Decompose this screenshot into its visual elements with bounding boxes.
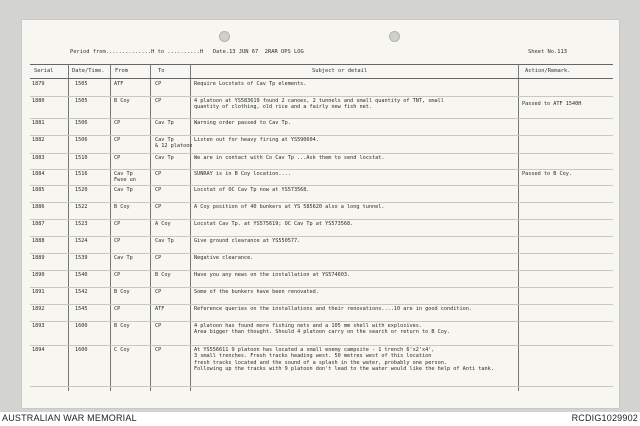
- footer-credit: AUSTRALIAN WAR MEMORIAL: [2, 413, 137, 423]
- from-cell: CP: [114, 272, 121, 278]
- subject-line: Some of the bunkers have been renovated.: [194, 289, 319, 295]
- subject-line: 4 platoon has found more fishing nets and a 105 mm shell with explosives.: [194, 323, 422, 329]
- table-row: [30, 169, 613, 186]
- log-sheet: [22, 20, 619, 408]
- subject-cell: [194, 238, 300, 244]
- sheet-number: [528, 49, 567, 55]
- date-label: Date.: [212, 49, 230, 55]
- table-row: [30, 236, 613, 254]
- from-cell: B Coy: [114, 98, 130, 104]
- serial-cell: 1891: [32, 289, 45, 295]
- table-row: [30, 219, 613, 237]
- time-cell: 1516: [75, 171, 88, 177]
- sheet-header: [70, 49, 304, 55]
- subject-line: Require Locstats of Cav Tp elements.: [194, 81, 307, 87]
- table-row: [30, 345, 613, 387]
- subject-cell: [194, 255, 253, 261]
- to-cell: CP: [155, 347, 162, 353]
- to-cell: CP: [155, 204, 162, 210]
- punch-hole: [389, 31, 400, 42]
- time-cell: 1522: [75, 204, 88, 210]
- period-label: Period from..............H to ..........H: [70, 49, 204, 55]
- subject-cell: [194, 306, 472, 312]
- unit-title: 2RAR OPS LOG: [264, 49, 304, 55]
- col-action-header: Action/Remark.: [525, 68, 571, 74]
- from-cell: B Coy: [114, 289, 130, 295]
- to-cell: Cav Tp: [155, 120, 174, 126]
- from-cell: Cav Tp: [114, 171, 133, 177]
- subject-line: Give ground clearance at YS550577.: [194, 238, 301, 244]
- from-cell: CP: [114, 221, 121, 227]
- subject-cell: [194, 272, 350, 278]
- from-cell: C Coy: [114, 347, 130, 353]
- table-row: [30, 79, 613, 97]
- serial-cell: 1892: [32, 306, 45, 312]
- header-rule: [30, 64, 613, 65]
- table-row: [30, 96, 613, 119]
- serial-cell: 1886: [32, 204, 45, 210]
- subject-line: Area bigger than thought. Should 4 platoon carry on the search or return to B Coy.: [194, 329, 451, 336]
- serial-cell: 1883: [32, 155, 45, 161]
- table-row: [30, 185, 613, 203]
- table-row: [30, 304, 613, 322]
- footer-reference: RCDIG1029902: [571, 413, 638, 423]
- to-cell: Cav Tp: [155, 238, 174, 244]
- subject-cell: [194, 204, 385, 210]
- time-cell: 1545: [75, 306, 88, 312]
- subject-line: Following up the tracks with 9 platoon don't lead to the water would like the help of Anti tank.: [194, 366, 494, 373]
- subject-line: 3 small trenches. Fresh tracks heading west. 50 metres west of this location: [194, 353, 432, 360]
- to-cell: ATF: [155, 306, 165, 312]
- subject-cell: [194, 289, 319, 295]
- from-cell: B Coy: [114, 204, 130, 210]
- action-cell: Passed to B Coy.: [522, 171, 572, 177]
- subject-cell: [194, 187, 310, 193]
- sheet-label: Sheet No.: [528, 49, 558, 55]
- table-row: [30, 287, 613, 305]
- time-cell: 1540: [75, 272, 88, 278]
- to-cell: Cav Tp: [155, 137, 174, 143]
- time-cell: 1600: [75, 347, 88, 353]
- table-row: [30, 253, 613, 271]
- time-cell: 1542: [75, 289, 88, 295]
- subject-line: At YS556611 9 platoon has located a small enemy campsite - 1 trench 6'x2'x4',: [194, 347, 435, 353]
- time-cell: 1505: [75, 98, 88, 104]
- time-cell: 1506: [75, 137, 88, 143]
- serial-cell: 1888: [32, 238, 45, 244]
- table-row: [30, 153, 613, 170]
- to-cell: B Coy: [155, 272, 171, 278]
- to-cell: CP: [155, 187, 162, 193]
- serial-cell: 1894: [32, 347, 45, 353]
- table-row: [30, 118, 613, 136]
- time-cell: 1523: [75, 221, 88, 227]
- subject-cell: [194, 120, 291, 126]
- subject-line: Listen out for heavy firing at YS590604.: [194, 137, 319, 143]
- serial-cell: 1884: [32, 171, 45, 177]
- subject-line: Locstat of OC Cav Tp now at YS573568.: [194, 187, 310, 193]
- serial-cell: 1893: [32, 323, 45, 329]
- subject-cell: [194, 323, 450, 336]
- col-to-header: To: [158, 68, 165, 74]
- to-cell: CP: [155, 81, 162, 87]
- date-value: 13 JUN 67: [229, 49, 259, 55]
- time-cell: 1520: [75, 187, 88, 193]
- time-cell: 1539: [75, 255, 88, 261]
- from-cell: Cav Tp: [114, 255, 133, 261]
- subject-cell: [194, 221, 353, 227]
- to-cell: CP: [155, 323, 162, 329]
- from-cell: CP: [114, 120, 121, 126]
- subject-line: Negative clearance.: [194, 255, 254, 261]
- subject-line: Reference queries on the installations and their renovations....10 are in good condition.: [194, 306, 472, 312]
- col-from-header: From: [115, 68, 128, 74]
- time-cell: 1510: [75, 155, 88, 161]
- serial-cell: 1889: [32, 255, 45, 261]
- table-row: [30, 202, 613, 220]
- serial-cell: 1879: [32, 81, 45, 87]
- to-cell: CP: [155, 171, 162, 177]
- sheet-value: 113: [557, 49, 567, 55]
- subject-cell: [194, 98, 444, 111]
- from-cell: ATF: [114, 81, 124, 87]
- serial-cell: 1885: [32, 187, 45, 193]
- subject-line: Have you any news on the installation at YS574603.: [194, 272, 351, 278]
- subject-line: Warning order passed to Cav Tp.: [194, 120, 291, 126]
- subject-line: quantity of clothing, old rice and a fairly new fish net.: [194, 104, 373, 111]
- subject-cell: [194, 171, 291, 177]
- to-cell: CP: [155, 289, 162, 295]
- from-cell-extra: Fwse un: [114, 177, 136, 183]
- subject-cell: [194, 137, 319, 143]
- punch-hole: [219, 31, 230, 42]
- to-cell: CP: [155, 98, 162, 104]
- serial-cell: 1880: [32, 98, 45, 104]
- table-row: [30, 270, 613, 288]
- from-cell: CP: [114, 137, 121, 143]
- serial-cell: 1890: [32, 272, 45, 278]
- subject-line: fresh tracks located and the sound of a splash in the water, probably one person.: [194, 359, 447, 366]
- to-cell: A Coy: [155, 221, 171, 227]
- subject-cell: [194, 347, 494, 373]
- time-cell: 1506: [75, 120, 88, 126]
- subject-line: We are in contact with Co Cav Tp ...Ask them to send locstat.: [194, 155, 385, 161]
- table-row: [30, 135, 613, 154]
- to-cell-extra: & 12 platoon: [155, 143, 193, 149]
- subject-cell: [194, 81, 306, 87]
- from-cell: B Coy: [114, 323, 130, 329]
- subject-line: Locstat Cav Tp. at YS575619; OC Cav Tp at YS573568.: [194, 221, 354, 227]
- action-cell: Passed to ATF 1540H: [522, 101, 582, 107]
- to-cell: CP: [155, 255, 162, 261]
- col-subject-header: Subject or detail: [312, 68, 368, 74]
- subject-line: 4 platoon at YS583619 found 2 canoes, 2 tunnels and small quantity of TNT, small: [194, 98, 444, 104]
- time-cell: 1505: [75, 81, 88, 87]
- serial-cell: 1887: [32, 221, 45, 227]
- time-cell: 1524: [75, 238, 88, 244]
- col-datetime-header: Date/Time.: [72, 68, 105, 74]
- from-cell: CP: [114, 155, 121, 161]
- time-cell: 1600: [75, 323, 88, 329]
- from-cell: Cav Tp: [114, 187, 133, 193]
- to-cell: Cav Tp: [155, 155, 174, 161]
- serial-cell: 1881: [32, 120, 45, 126]
- subject-line: SUNRAY is in B Coy location....: [194, 171, 291, 177]
- from-cell: CP: [114, 238, 121, 244]
- subject-line: A Coy position of 40 bunkers at YS 585620 also a long tunnel.: [194, 204, 385, 210]
- serial-cell: 1882: [32, 137, 45, 143]
- table-row: [30, 321, 613, 346]
- col-serial-header: Serial: [34, 68, 54, 74]
- subject-cell: [194, 155, 385, 161]
- from-cell: CP: [114, 306, 121, 312]
